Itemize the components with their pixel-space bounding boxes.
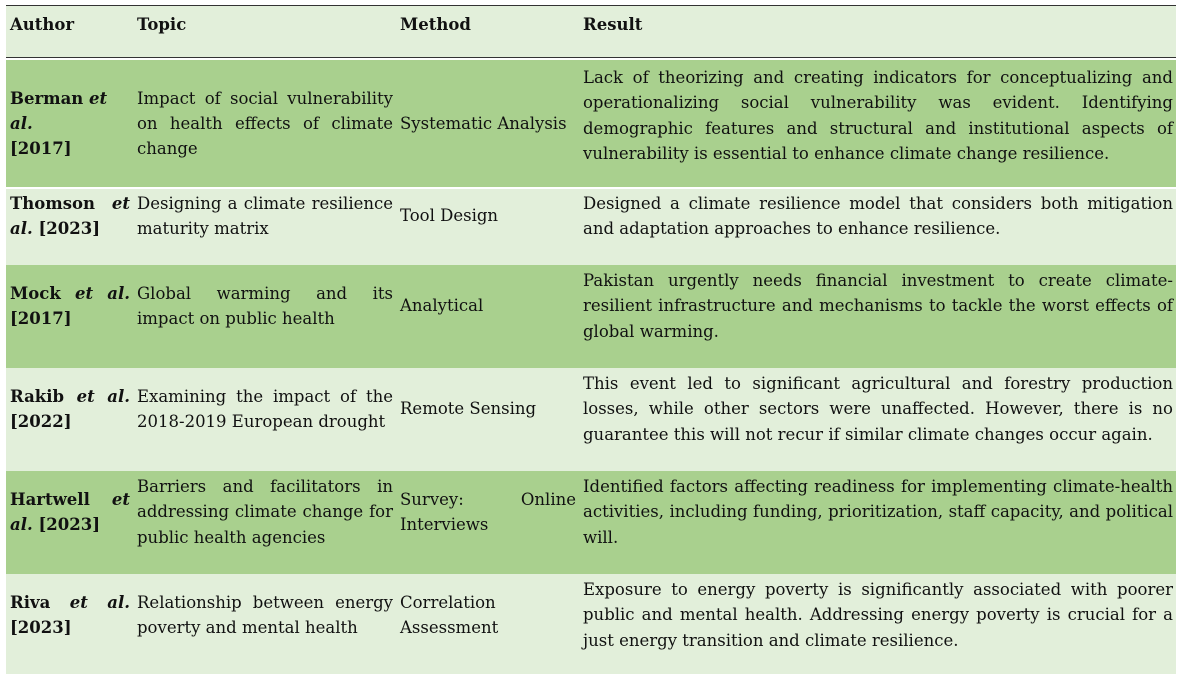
result-text: Pakistan urgently needs financial investment to create climate-resilient infrastructure and mechanisms to tackle the worst effects of global warming. [583, 271, 1173, 341]
author-name: Mock [10, 284, 61, 303]
result-text: This event led to significant agricultural and forestry production losses, while other sectors were unaffected. However, there is no guarantee this will not recur if similar climate changes occur again. [583, 374, 1173, 444]
method-cell [400, 474, 576, 550]
topic-cell [137, 60, 393, 187]
author-cell [10, 384, 130, 435]
method-text: Remote Sensing [400, 399, 537, 419]
table-row [6, 574, 1176, 674]
author-year: [2023] [38, 515, 101, 534]
table-row [6, 60, 1176, 187]
table-row [6, 189, 1176, 265]
method-text: Correlation Assessment [400, 593, 499, 638]
method-text: Analytical [400, 296, 484, 316]
method-cell [400, 371, 576, 447]
author-name: Thomson [10, 194, 96, 213]
table-header-row [6, 5, 1176, 58]
author-cell [10, 191, 130, 242]
method-cell [400, 191, 576, 241]
author-year: [2022] [10, 412, 72, 432]
author-year: [2023] [10, 618, 72, 638]
author-name: Hartwell [10, 489, 90, 509]
topic-text: Impact of social vulnerability on health effects of climate change [137, 88, 393, 159]
author-etal: et al. [69, 593, 130, 612]
header-result: Result [583, 15, 643, 34]
author-etal: et al. [10, 194, 130, 239]
author-year: [2023] [38, 219, 101, 239]
author-etal: et al. [76, 387, 130, 406]
author-year: [2017] [10, 139, 72, 159]
topic-text: Global warming and its impact on public health [137, 284, 393, 329]
topic-text: Barriers and facilitators in addressing climate change for public health agencies [137, 477, 393, 547]
table-row [6, 368, 1176, 471]
header-author: Author [10, 15, 75, 34]
author-cell [10, 60, 130, 187]
result-text: Lack of theorizing and creating indicators for conceptualizing and operationalizing social vulnerability was evident. Identifying demographic features and structural and institutional aspects of vulnerability is essential to enhance climate change resilience. [583, 68, 1173, 163]
author-year: [2017] [10, 309, 72, 329]
topic-text: Relationship between energy poverty and mental health [137, 593, 393, 638]
author-name: Berman [10, 88, 84, 108]
result-text: Designed a climate resilience model that considers both mitigation and adaptation approaches to enhance resilience. [583, 194, 1173, 239]
method-text: Systematic Analysis [400, 113, 567, 133]
author-cell [10, 474, 130, 550]
result-text: Identified factors affecting readiness for implementing climate-health activities, including funding, prioritization, staff capacity, and political will. [583, 477, 1173, 547]
method-cell [400, 268, 576, 344]
result-text: Exposure to energy poverty is significantly associated with poorer public and mental health. Addressing energy poverty is crucial for a just energy transition and climate resilience. [583, 580, 1173, 650]
topic-text: Designing a climate resilience maturity matrix [137, 194, 393, 239]
method-text: Tool Design [400, 206, 499, 226]
method-cell [400, 60, 576, 187]
author-cell [10, 281, 130, 332]
topic-text: Examining the impact of the 2018-2019 European drought [137, 387, 393, 432]
author-etal: et al. [10, 489, 130, 534]
header-method: Method [400, 15, 471, 34]
table-row [6, 265, 1176, 368]
author-name: Riva [10, 593, 51, 612]
author-cell [10, 590, 130, 641]
author-etal: et al. [74, 284, 130, 303]
method-text: Survey: Online Interviews [400, 489, 576, 534]
author-name: Rakib [10, 387, 65, 406]
header-topic: Topic [137, 15, 187, 34]
table-row [6, 471, 1176, 574]
author-etal: et al. [10, 88, 108, 133]
